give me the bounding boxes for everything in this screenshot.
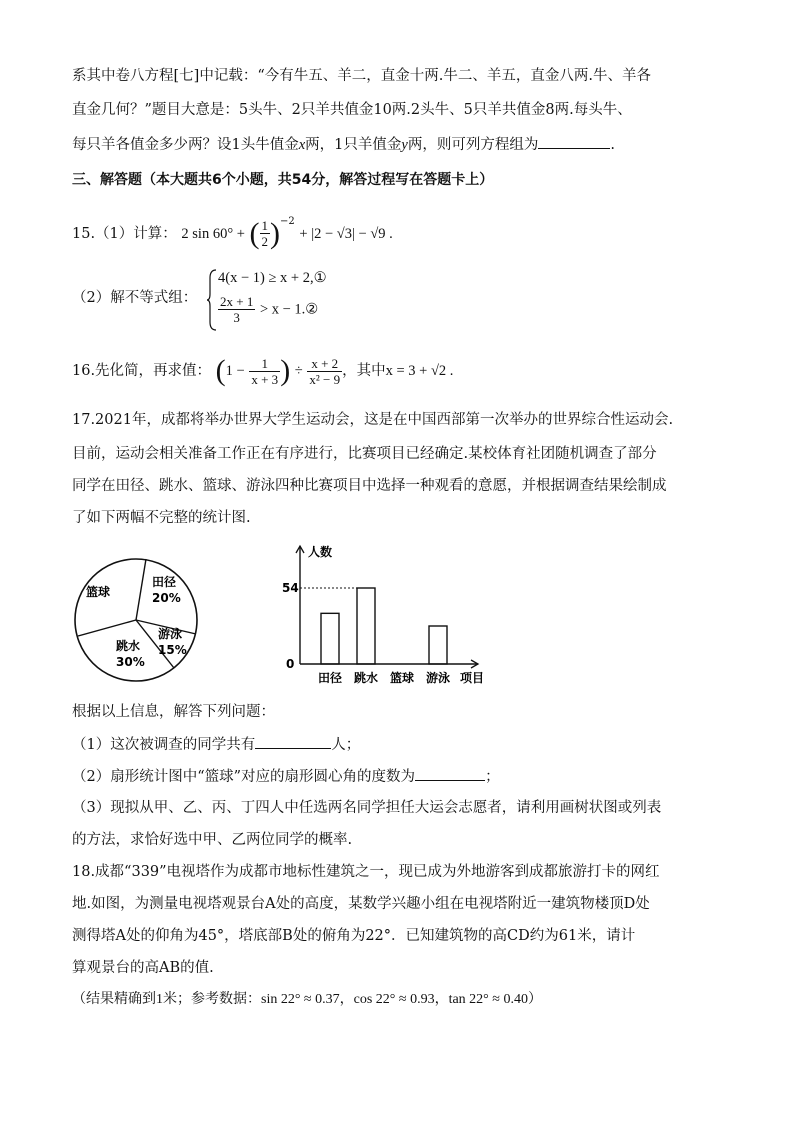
chart-axes [296, 546, 478, 668]
paragraph-line: 直金几何？”题目大意是：5头牛、2只羊共值金10两.2头牛、5只羊共值金8两.每头牛、 [72, 102, 632, 118]
math-expr: 2 sin 60° + [181, 225, 245, 242]
bar [321, 613, 339, 664]
question-15-part2-label: （2）解不等式组： [72, 290, 198, 306]
paragraph-line: 地.如图，为测量电视塔观景台A处的高度，某数学兴趣小组在电视塔附近一建筑物楼顶D处 [72, 896, 650, 912]
section-header: 三、解答题（本大题共6个小题，共54分，解答过程写在答题卡上） [72, 172, 494, 188]
paragraph-line: 根据以上信息，解答下列问题： [72, 704, 275, 720]
pie-divider [136, 559, 146, 620]
bar-chart [270, 536, 500, 688]
numerator: x + 2 [307, 356, 342, 372]
pie-label-swim: 游泳 [158, 627, 183, 641]
denominator: 2 [261, 234, 269, 250]
numerator: 1 [261, 218, 269, 234]
fraction [249, 356, 280, 387]
question-16 [72, 352, 453, 390]
pie-chart [72, 556, 202, 686]
text: （2）扇形统计图中“篮球”对应的扇形圆心角的度数为 [72, 769, 416, 785]
paragraph-line: 系其中卷八方程[七]中记载：“今有牛五、羊二，直金十两.牛二、羊五，直金八两.牛、羊各 [72, 68, 651, 84]
pie-label-track: 田径 [152, 575, 177, 589]
text: . [610, 137, 615, 153]
inequality-2 [218, 294, 318, 325]
question-17-3: （3）现拟从甲、乙、丙、丁四人中任选两名同学担任大运会志愿者，请利用画树状图或列表 [72, 800, 662, 816]
numerator: 1 [249, 356, 280, 372]
exponent: −2 [280, 216, 295, 227]
math-expr: > x − 1.② [259, 301, 319, 318]
text: 两，则可列方程组为 [407, 137, 539, 153]
divide-sign: ÷ [294, 363, 303, 379]
answer-blank[interactable] [415, 766, 485, 781]
x-axis-label: 项目 [460, 671, 485, 685]
pie-label-track-pct: 20% [152, 591, 181, 605]
math-expr: x = 3 + √2 . [385, 363, 454, 379]
question-15-part1 [72, 212, 393, 248]
y-tick-label: 54 [282, 581, 299, 595]
fraction [260, 218, 271, 249]
denominator: x² − 9 [309, 371, 341, 387]
paragraph-line: 17.2021年，成都将举办世界大学生运动会，这是在中国西部第一次举办的世界综合性运动会. [72, 412, 674, 428]
answer-blank[interactable] [538, 134, 610, 149]
answer-blank[interactable] [255, 734, 331, 749]
text: 每只羊各值金多少两？设1头牛值金 [72, 137, 299, 153]
math-expr: 1 − [225, 363, 245, 379]
text: （1）这次被调查的同学共有 [72, 737, 256, 753]
var-y: y [401, 137, 408, 153]
paragraph-line: 18.成都“339”电视塔作为成都市地标性建筑之一，现已成为外地游客到成都旅游打卡的网红 [72, 864, 660, 880]
question-label: 16.先化简，再求值： [72, 363, 212, 379]
brace-icon [206, 268, 218, 332]
inequality-1: 4(x − 1) ≥ x + 2,① [218, 270, 327, 286]
denominator: 3 [233, 310, 240, 325]
text: ； [485, 769, 500, 785]
pie-label-diving-pct: 30% [116, 655, 145, 669]
paren-left: ( [249, 216, 260, 250]
paragraph-line: 算观景台的高AB的值. [72, 960, 214, 976]
pie-label-basketball: 篮球 [86, 585, 111, 599]
pie-divider [78, 620, 136, 636]
denominator: x + 3 [251, 371, 279, 387]
x-tick-label: 跳水 [353, 671, 379, 685]
question-17-3-cont: 的方法，求恰好选中甲、乙两位同学的概率. [72, 832, 353, 848]
paren-right: ) [280, 354, 291, 387]
text: 两，1只羊值金 [305, 137, 402, 153]
y-axis-label: 人数 [308, 545, 333, 559]
numerator: 2x + 1 [220, 294, 254, 309]
bar [429, 626, 447, 664]
paragraph-line: 目前，运动会相关准备工作正在有序进行，比赛项目已经确定.某校体育社团随机调查了部分 [72, 446, 657, 462]
question-17-1 [72, 734, 360, 755]
y-tick-label: 0 [286, 657, 295, 671]
chart-bars [321, 588, 447, 664]
reference-data: （结果精确到1米；参考数据：sin 22° ≈ 0.37，cos 22° ≈ 0.93，tan 22° ≈ 0.40） [72, 992, 542, 1007]
pie-label-swim-pct: 15% [158, 643, 187, 657]
paragraph-line: 了如下两幅不完整的统计图. [72, 510, 251, 526]
fraction [218, 294, 255, 325]
paren-right: ) [270, 216, 281, 250]
paragraph-line: 测得塔A处的仰角为45°，塔底部B处的俯角为22°．已知建筑物的高CD约为61米，请计 [72, 928, 636, 944]
x-tick-label: 田径 [317, 671, 343, 685]
fraction [307, 356, 342, 387]
bar [357, 588, 375, 664]
paragraph-line [72, 134, 615, 155]
question-17-2 [72, 766, 500, 787]
paren-left: ( [215, 354, 226, 387]
paragraph-line: 同学在田径、跳水、篮球、游泳四种比赛项目中选择一种观看的意愿，并根据调查结果绘制成 [72, 478, 667, 494]
x-tick-label: 游泳 [425, 671, 451, 685]
text: ，其中 [342, 363, 386, 379]
question-label: 15.（1）计算： [72, 225, 177, 242]
var-x: x [298, 137, 306, 153]
math-expr: + |2 − √3| − √9 . [299, 225, 393, 242]
pie-label-diving: 跳水 [116, 639, 141, 653]
x-tick-label: 篮球 [389, 671, 415, 685]
text: 人； [331, 737, 361, 753]
